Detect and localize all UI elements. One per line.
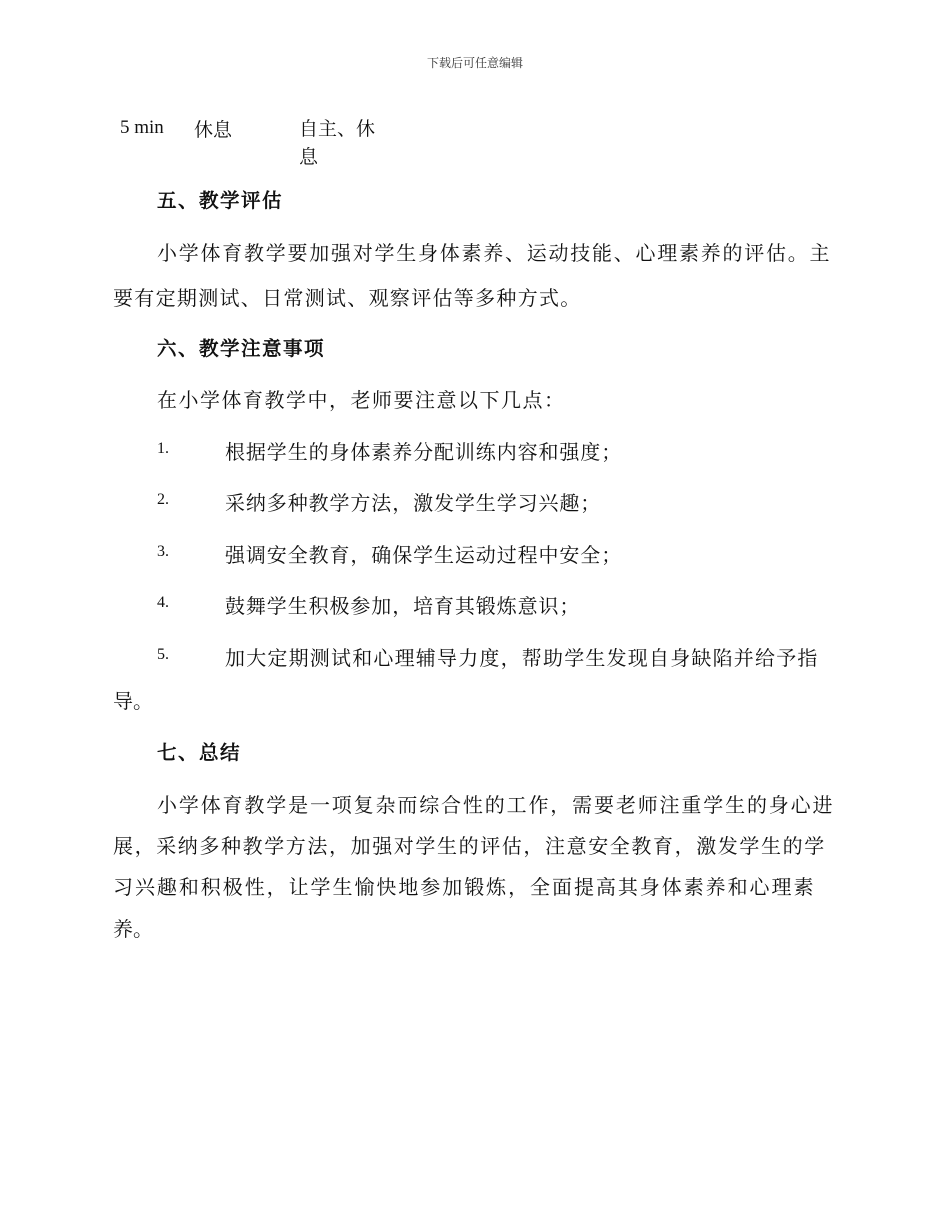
list-number: 5. <box>157 646 169 663</box>
paragraph-line: 小学体育教学要加强对学生身体素养、运动技能、心理素养的评估。主 <box>157 241 832 265</box>
list-item-continuation: 导。 <box>113 689 153 713</box>
list-item <box>0 436 950 466</box>
list-number: 1. <box>157 440 169 457</box>
list-item <box>0 642 950 672</box>
section-heading-notes: 六、教学注意事项 <box>157 337 326 360</box>
list-number: 2. <box>157 491 169 508</box>
list-number: 4. <box>157 594 169 611</box>
list-text: 根据学生的身体素养分配训练内容和强度； <box>225 440 623 464</box>
section-heading-summary: 七、总结 <box>157 741 242 764</box>
list-item <box>0 539 950 569</box>
list-text: 采纳多种教学方法，激发学生学习兴趣； <box>225 491 602 515</box>
list-item <box>0 487 950 517</box>
notes-intro: 在小学体育教学中，老师要注意以下几点： <box>157 388 566 412</box>
list-text: 加大定期测试和心理辅导力度，帮助学生发现自身缺陷并给予指 <box>225 646 819 670</box>
content-cell: 休息 <box>194 119 233 141</box>
section-heading-evaluation: 五、教学评估 <box>157 189 284 212</box>
method-cell <box>299 115 399 171</box>
page-header: 下载后可任意编辑 <box>426 56 523 70</box>
time-cell: 5 min <box>120 117 164 138</box>
paragraph-line: 小学体育教学是一项复杂而综合性的工作，需要老师注重学生的身心进 <box>157 793 835 817</box>
schedule-table-row <box>120 115 520 175</box>
list-number: 3. <box>157 543 169 560</box>
list-text: 鼓舞学生积极参加，培育其锻炼意识； <box>225 594 581 618</box>
paragraph-line: 展，采纳多种教学方法，加强对学生的评估，注意安全教育，激发学生的学 <box>113 834 826 858</box>
paragraph-line: 习兴趣和积极性，让学生愉快地参加锻炼，全面提高其身体素养和心理素 <box>113 875 816 899</box>
list-item <box>0 590 950 620</box>
method-cell-line: 自主、休 <box>299 118 376 140</box>
list-text: 强调安全教育，确保学生运动过程中安全； <box>225 543 623 567</box>
paragraph-line: 养。 <box>113 917 153 941</box>
method-cell-line: 息 <box>299 146 319 168</box>
paragraph-line: 要有定期测试、日常测试、观察评估等多种方式。 <box>113 286 582 310</box>
